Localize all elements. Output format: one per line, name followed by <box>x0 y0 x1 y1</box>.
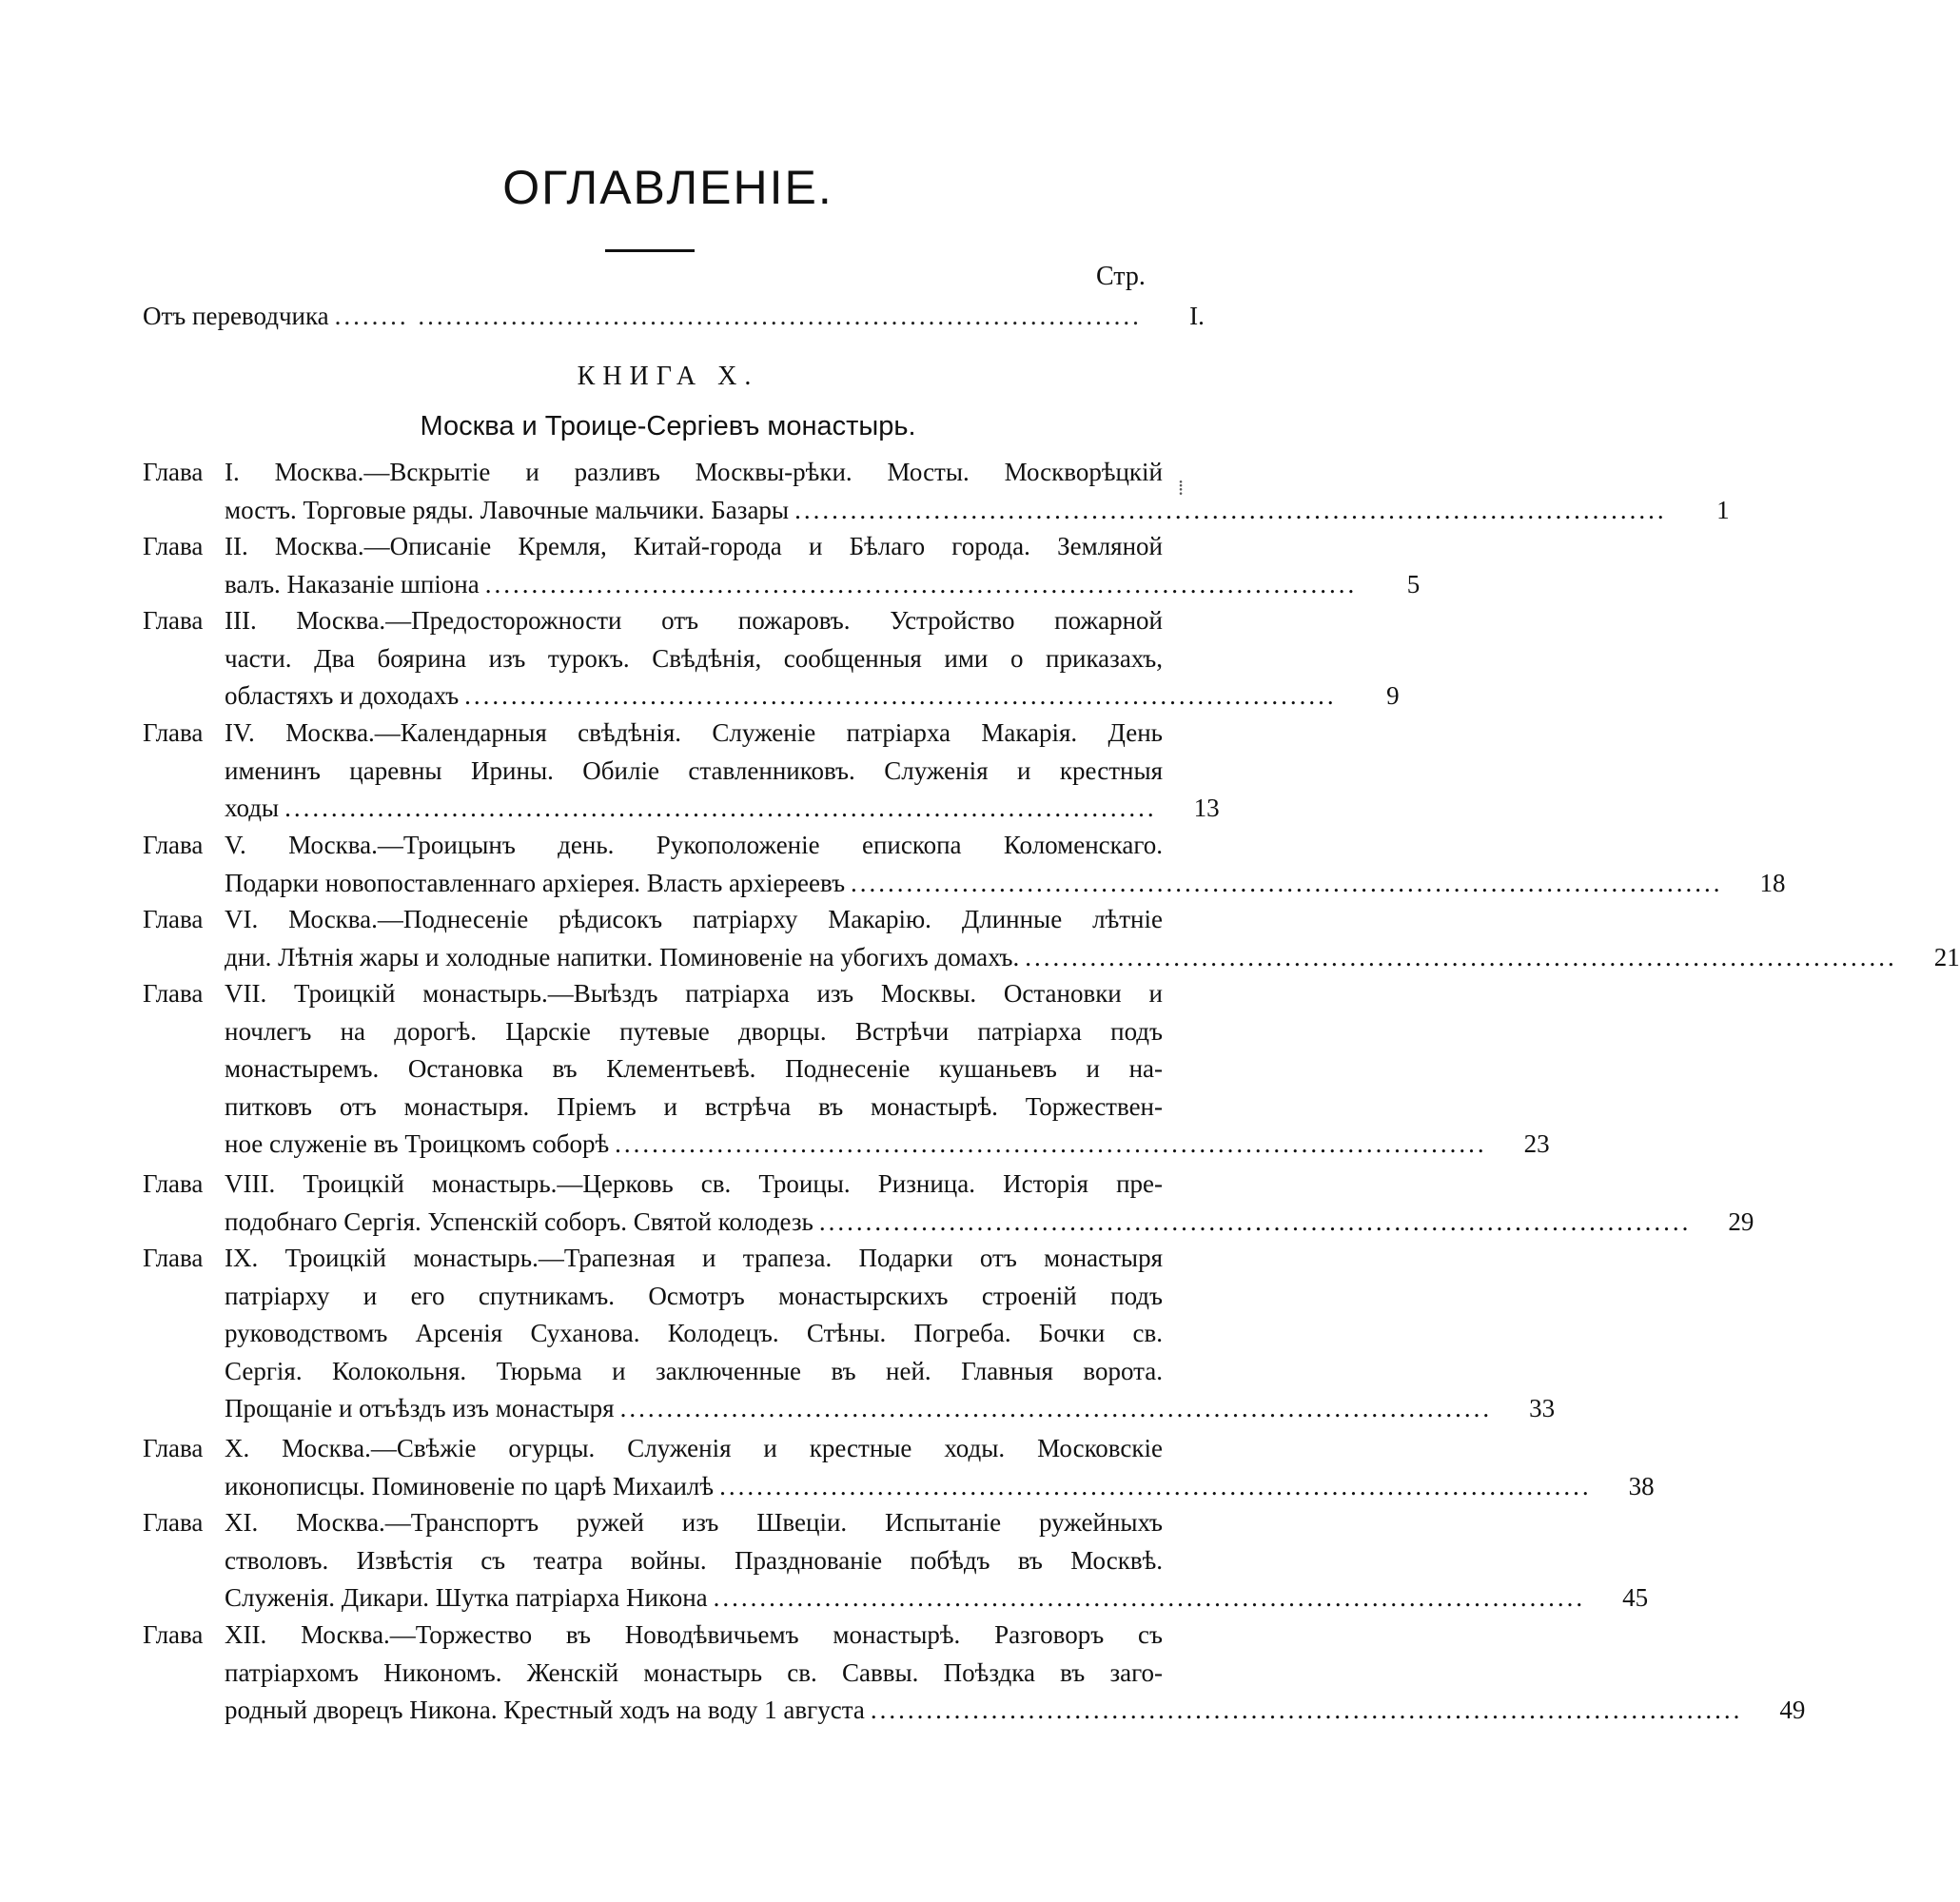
toc-chapter-entry <box>143 1430 1655 1505</box>
toc-chapter-entry <box>143 528 1421 603</box>
chapter-line: дни. Лѣтнiя жары и холодные напитки. Поминовенiе на убогихъ домахъ. <box>225 942 1020 971</box>
chapter-line: питковъ отъ монастыря. Прiемъ и встрѣча въ монастырѣ. Торжествен- <box>225 1091 1163 1121</box>
chapter-line: ное служенiе въ Троицкомъ соборѣ <box>225 1129 610 1158</box>
chapter-lead: Глава <box>143 718 204 747</box>
chapter-page-number: 45 <box>1622 1583 1649 1612</box>
leader-dots: .............................................................................................. <box>464 681 1337 710</box>
toc-chapter-entry <box>143 975 1550 1164</box>
chapter-lead: Глава <box>143 905 204 933</box>
leader-dots: .............................................................................................. <box>619 1394 1493 1422</box>
chapter-line: родный дворецъ Никона. Крестный ходъ на воду 1 августа <box>225 1696 865 1724</box>
chapter-first-line <box>143 454 1163 492</box>
toc-chapter-entry <box>143 827 1786 902</box>
page-column-label: Стр. <box>1096 262 1146 291</box>
preface-page: I. <box>1189 302 1205 330</box>
chapter-lead: Глава <box>143 1434 204 1462</box>
chapter-page-number: 9 <box>1386 681 1400 710</box>
chapter-line: VII. Троицкiй монастырь.—Выѣздъ патрiарха изъ Москвы. Остановки и <box>225 979 1163 1008</box>
chapter-first-line <box>143 827 1163 865</box>
chapter-line: VIII. Троицкiй монастырь.—Церковь св. Троицы. Ризница. Исторiя пре- <box>225 1169 1163 1198</box>
chapter-line: ночлегъ на дорогѣ. Царскiе путевые дворцы. Встрѣчи патрiарха подъ <box>225 1016 1163 1046</box>
toc-chapter-entry <box>143 901 1960 976</box>
chapter-line: валъ. Наказанiе шпiона <box>225 569 480 598</box>
book-subtitle: Москва и Троице-Сергiевъ монастырь. <box>420 411 916 441</box>
chapter-line: III. Москва.—Предосторожности отъ пожаровъ. Устройство пожарной <box>225 606 1163 635</box>
leader-dots: .............................................................................................. <box>284 794 1157 822</box>
leader-dots: .............................................................................................. <box>870 1696 1743 1724</box>
page-title: ОГЛАВЛЕНIЕ. <box>502 161 833 214</box>
chapter-line: XI. Москва.—Транспортъ ружей изъ Швецiи. Испытанiе ружейныхъ <box>225 1508 1163 1537</box>
chapter-line: иконописцы. Поминовенiе по царѣ Михаилѣ <box>225 1471 715 1500</box>
chapter-lead: Глава <box>143 1244 204 1272</box>
chapter-line: XII. Москва.—Торжество въ Новодѣвичьемъ монастырѣ. Разговоръ съ <box>225 1620 1163 1649</box>
chapter-lead: Глава <box>143 1169 204 1198</box>
chapter-line: II. Москва.—Описанiе Кремля, Китай-города и Бѣлаго города. Земляной <box>225 532 1163 560</box>
chapter-lead: Глава <box>143 606 204 635</box>
chapter-first-line <box>143 1617 1163 1655</box>
leader-dots: .............................................................................................. <box>794 495 1667 524</box>
chapter-first-line <box>143 715 1163 753</box>
chapter-line: IV. Москва.—Календарныя свѣдѣнiя. Служенiе патрiарха Макарiя. День <box>225 718 1163 747</box>
chapter-line: мостъ. Торговые ряды. Лавочные мальчики. Базары <box>225 495 790 524</box>
chapter-line: X. Москва.—Свѣжiе огурцы. Служенiя и крестные ходы. Московскiе <box>225 1434 1163 1462</box>
chapter-line: ходы <box>225 794 280 822</box>
toc-chapter-entry <box>143 602 1400 716</box>
chapter-first-line <box>143 1166 1163 1204</box>
chapter-page-number: 49 <box>1779 1696 1806 1724</box>
chapter-line: части. Два боярина изъ турокъ. Свѣдѣнiя, сообщенныя ими о приказахъ, <box>225 643 1163 673</box>
chapter-page-number: 21 <box>1933 942 1960 971</box>
chapter-page-number: 29 <box>1728 1206 1754 1236</box>
chapter-line: Служенiя. Дикари. Шутка патрiарха Никона <box>225 1583 708 1612</box>
leader-dots: .............................................................................................. <box>713 1583 1586 1612</box>
leader-dots: .............................................................................................. <box>1025 942 1897 971</box>
chapter-line: руководствомъ Арсенiя Суханова. Колодецъ. Стѣны. Погреба. Бочки св. <box>225 1319 1163 1347</box>
chapter-first-line <box>143 901 1163 939</box>
leader-dots: .............................................................................................. <box>484 569 1358 598</box>
toc-chapter-entry <box>143 1240 1556 1428</box>
chapter-lead: Глава <box>143 1620 204 1649</box>
chapter-line: патрiархомъ Никономъ. Женскiй монастырь св. Саввы. Поѣздка въ заго- <box>225 1657 1163 1687</box>
chapter-first-line <box>143 1504 1163 1542</box>
chapter-line: областяхъ и доходахъ <box>225 681 460 710</box>
toc-chapter-entry <box>143 1617 1806 1730</box>
chapter-line: именинъ царевны Ирины. Обилiе ставленниковъ. Служенiя и крестныя <box>225 755 1163 785</box>
chapter-line: патрiарху и его спутникамъ. Осмотръ монастырскихъ строенiй подъ <box>225 1281 1163 1310</box>
chapter-lead: Глава <box>143 831 204 859</box>
chapter-page-number: 38 <box>1628 1471 1655 1500</box>
chapter-line: монастыремъ. Остановка въ Клементьевѣ. Поднесенiе кушаньевъ и на- <box>225 1054 1163 1083</box>
chapter-page-number: 1 <box>1716 495 1730 524</box>
chapter-lead: Глава <box>143 532 204 560</box>
margin-mark: ⁞ <box>1178 476 1185 500</box>
chapter-page-number: 5 <box>1406 569 1421 598</box>
chapter-line: Прощанiе и отъѣздъ изъ монастыря <box>225 1394 615 1422</box>
chapter-page-number: 33 <box>1529 1394 1556 1422</box>
leader-dots: .............................................................................................. <box>615 1129 1487 1158</box>
book-label: КНИГА X. <box>577 362 759 391</box>
chapter-lead: Глава <box>143 458 204 486</box>
chapter-first-line <box>143 1430 1163 1468</box>
chapter-first-line <box>143 602 1163 640</box>
toc-chapter-entry <box>143 1166 1754 1241</box>
chapter-first-line <box>143 528 1163 566</box>
leader-dots: ........ .............................................................................. <box>334 302 1142 330</box>
toc-chapter-entry <box>143 715 1220 828</box>
chapter-line: подобнаго Сергiя. Успенскiй соборъ. Святой колодезь <box>225 1206 813 1236</box>
chapter-page-number: 23 <box>1523 1129 1550 1158</box>
chapter-line: Подарки новопоставленнаго архiерея. Власть архiереевъ <box>225 868 846 897</box>
chapter-page-number: 18 <box>1759 868 1786 897</box>
leader-dots: .............................................................................................. <box>818 1206 1692 1236</box>
chapter-line: IX. Троицкiй монастырь.—Трапезная и трапеза. Подарки отъ монастыря <box>225 1244 1163 1272</box>
leader-dots: .............................................................................................. <box>719 1471 1592 1500</box>
preface-entry <box>143 297 1205 335</box>
toc-chapter-entry <box>143 454 1730 529</box>
chapter-lead: Глава <box>143 979 204 1008</box>
chapter-line: I. Москва.—Вскрытiе и разливъ Москвы-рѣки. Мосты. Москворѣцкiй <box>225 458 1163 486</box>
title-rule <box>605 249 695 252</box>
chapter-lead: Глава <box>143 1508 204 1537</box>
preface-text: Отъ переводчика <box>143 302 329 330</box>
chapter-page-number: 13 <box>1193 794 1220 822</box>
leader-dots: .............................................................................................. <box>851 868 1723 897</box>
chapter-first-line <box>143 975 1163 1013</box>
chapter-line: V. Москва.—Троицынъ день. Рукоположенiе епископа Коломенскаго. <box>225 831 1163 859</box>
chapter-first-line <box>143 1240 1163 1278</box>
toc-chapter-entry <box>143 1504 1649 1618</box>
chapter-line: VI. Москва.—Поднесенiе рѣдисокъ патрiарху Макарiю. Длинные лѣтнiе <box>225 905 1163 933</box>
chapter-line: стволовъ. Извѣстiя съ театра войны. Празднованiе побѣдъ въ Москвѣ. <box>225 1545 1163 1575</box>
chapter-line: Сергiя. Колокольня. Тюрьма и заключенные въ ней. Главныя ворота. <box>225 1356 1163 1385</box>
